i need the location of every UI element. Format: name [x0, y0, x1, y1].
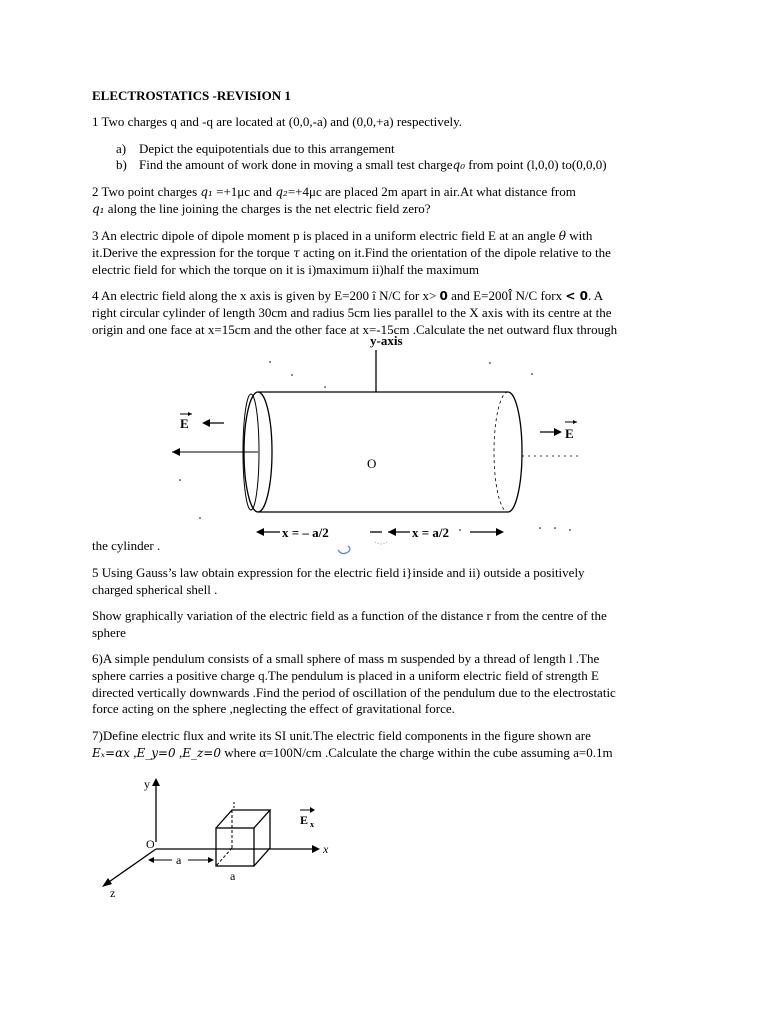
q3-theta: θ	[558, 229, 566, 243]
y-axis-label: y	[144, 777, 150, 791]
question-6-line-1: 6)A simple pendulum consists of a small sphere of mass m suspended by a thread of length l .The	[92, 651, 600, 666]
cube-hidden-diagonal	[216, 848, 232, 866]
e-left-arrowhead	[202, 419, 210, 427]
z-axis-label: z	[110, 886, 116, 900]
q7-l2-post: where α=100N/cm .Calculate the charge within the cube assuming a=0.1m	[220, 745, 613, 760]
ex-label: E	[300, 813, 309, 827]
q3-l2-post: acting on it.Find the orientation of the dipole relative to the	[299, 245, 611, 260]
question-7-line-2	[92, 745, 613, 761]
q2-q2-symbol: q₂	[275, 185, 288, 199]
question-2-line-1	[92, 184, 576, 200]
question-3-line-3: electric field for which the torque on it is i)maximum ii)half the maximum	[92, 262, 480, 277]
a-dimension-label-1: a	[176, 853, 182, 867]
q4-post: . A	[587, 288, 604, 303]
speck	[459, 529, 461, 531]
speck	[489, 362, 491, 364]
q1-a-text: Depict the equipotentials due to this arrangement	[139, 141, 395, 156]
q3-tau: τ	[293, 246, 300, 260]
question-3-line-1	[92, 228, 592, 244]
question-4-line-2: right circular cylinder of length 30cm and radius 5cm lies parallel to the X axis with its centre at the	[92, 305, 612, 320]
dim-far-right-arrowhead	[496, 528, 504, 536]
q1-b-text	[139, 157, 607, 173]
q4-zero: 0	[439, 289, 448, 303]
question-5-line-4: sphere	[92, 625, 126, 640]
question-5-line-1: 5 Using Gauss’s law obtain expression for the electric field i}inside and ii) outside a positively	[92, 565, 585, 580]
e-right-vector-arrowhead	[573, 420, 577, 424]
q1-a-label: a)	[116, 141, 127, 156]
speck	[554, 527, 556, 529]
question-1: 1 Two charges q and -q are located at (0,0,-a) and (0,0,+a) respectively.	[92, 114, 463, 129]
dim-right-left-arrowhead	[388, 528, 396, 536]
question-4-line-4: the cylinder .	[92, 538, 161, 553]
question-3-line-2	[92, 245, 611, 261]
question-2-line-2	[92, 201, 431, 217]
e-left-vector-arrowhead	[188, 412, 192, 416]
cylinder-figure	[160, 330, 600, 560]
z-axis	[106, 849, 156, 884]
q4-less-than: < 0	[565, 289, 588, 303]
a-dimension-label-2: a	[230, 869, 236, 883]
y-axis-arrowhead	[152, 778, 160, 786]
question-4-line-3: origin and one face at x=15cm and the other face at x=-15cm .Calculate the net outward flux through	[92, 322, 618, 337]
q1-b-pre: Find the amount of work done in moving a small test charge	[139, 157, 453, 172]
q1-b-post: from point (l,0,0) to(0,0,0)	[465, 157, 607, 172]
q2-post: =+4μc are placed 2m apart in air.At what distance from	[287, 184, 576, 199]
q3-post: with	[566, 228, 593, 243]
q4-mid: and E=200Î N/C forx	[447, 288, 566, 303]
speck	[539, 527, 541, 529]
q7-ey: E_y=0	[136, 746, 176, 760]
speck	[269, 361, 271, 363]
question-5-line-3: Show graphically variation of the electric field as a function of the distance r from the centre of the	[92, 608, 607, 623]
q3-l2-pre: it.Derive the expression for the torque	[92, 245, 294, 260]
x-left-dimension-label: x = – a/2	[282, 525, 329, 540]
e-right-arrowhead	[554, 428, 562, 436]
a-dim-arrowhead-left	[148, 857, 154, 863]
x-axis-arrowhead	[312, 845, 320, 853]
q7-sep-2: ,	[175, 745, 183, 760]
cube-top-face	[216, 810, 270, 828]
x-axis-left-arrow	[172, 448, 180, 456]
e-left-label: E	[180, 416, 189, 431]
ex-subscript: x	[310, 820, 314, 829]
q7-ez: E_z=0	[182, 746, 221, 760]
q2-q1-symbol-2: q₁	[92, 202, 105, 216]
q2-q1-symbol: q₁	[200, 185, 213, 199]
speck	[291, 374, 293, 376]
question-6-line-4: force acting on the sphere ,neglecting the effect of gravitational force.	[92, 701, 455, 716]
speck	[199, 517, 201, 519]
origin-label: O	[146, 837, 155, 851]
a-dim-arrowhead-right	[208, 857, 214, 863]
handwritten-mark	[338, 546, 350, 554]
question-6-line-3: directed vertically downwards .Find the period of oscillation of the pendulum due to the electrostatic	[92, 685, 616, 700]
q3-pre: 3 An electric dipole of dipole moment p is placed in a uniform electric field E at an angle	[92, 228, 559, 243]
q1-b-symbol: q₀	[452, 158, 466, 172]
speck	[531, 373, 533, 375]
e-right-label: E	[565, 426, 574, 441]
dim-left-arrowhead	[256, 528, 264, 536]
q2-pre: 2 Two point charges	[92, 184, 201, 199]
speck	[179, 479, 181, 481]
x-axis-label: x	[323, 842, 329, 856]
ex-vector-arrowhead	[310, 807, 315, 813]
x-right-dimension-label: x = a/2	[412, 525, 450, 540]
q7-ex: Eₓ=αx	[92, 746, 130, 760]
cylinder-right-face	[508, 392, 522, 512]
q4-pre: 4 An electric field along the x axis is given by E=200 î N/C for x>	[92, 288, 440, 303]
question-5-line-2: charged spherical shell .	[92, 582, 218, 597]
question-4-line-1	[92, 288, 603, 304]
document-title: ELECTROSTATICS -REVISION 1	[92, 88, 291, 103]
question-7-line-1: 7)Define electric flux and write its SI unit.The electric field components in the figure shown are	[92, 728, 591, 743]
speck	[324, 386, 326, 388]
q1-b-label: b)	[116, 157, 127, 172]
y-axis-label: y-axis	[370, 333, 403, 348]
origin-label: O	[367, 456, 377, 471]
q7-sep-1: ,	[129, 745, 137, 760]
q2-mid: =+1μc and	[212, 184, 276, 199]
scribble-mark	[375, 542, 387, 544]
speck	[569, 529, 571, 531]
q2-line-2-text: along the line joining the charges is the net electric field zero?	[104, 201, 431, 216]
question-6-line-2: sphere carries a positive charge q.The pendulum is placed in a uniform electric field of strength E	[92, 668, 599, 683]
cube-figure	[96, 772, 356, 902]
cylinder-right-face-hidden	[494, 392, 508, 512]
